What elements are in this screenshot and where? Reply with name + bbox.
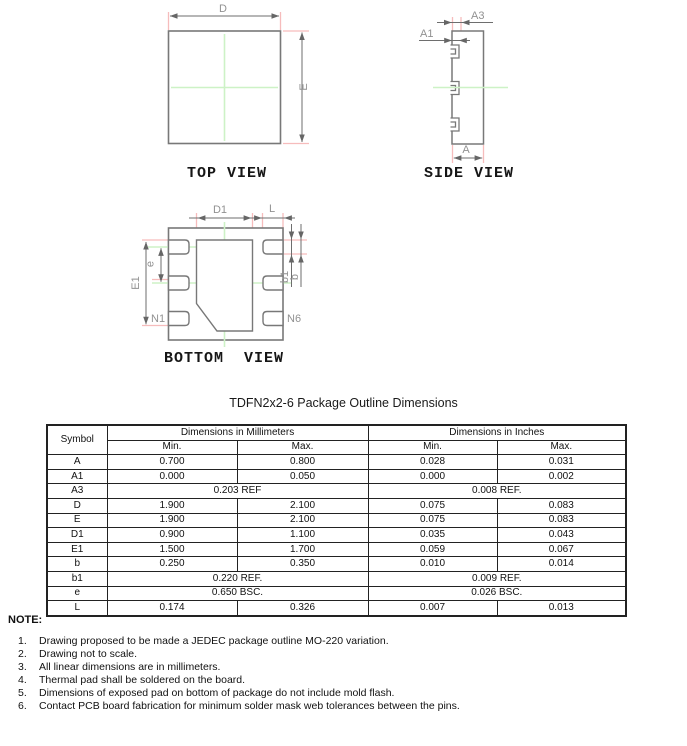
table-cell: 0.028 [368,455,497,470]
table-cell: 0.650 BSC. [107,586,368,601]
table-row [47,528,626,543]
table-cell: 0.007 [368,601,497,616]
table-cell: 0.008 REF. [368,484,626,499]
table-cell: 0.013 [497,601,626,616]
table-cell: 0.026 BSC. [368,586,626,601]
table-cell: 0.035 [368,528,497,543]
table-cell: 0.700 [107,455,237,470]
note-text: Drawing not to scale. [39,648,138,661]
table-cell: 0.220 REF. [107,571,368,586]
table-cell: 0.043 [497,528,626,543]
table-cell: 0.000 [107,469,237,484]
dim-label-A: A [462,144,470,156]
note-text: Thermal pad shall be soldered on the board. [39,674,246,687]
dim-label-D: D [219,3,227,15]
dimensions-table [46,424,627,617]
col-header-mm-min: Min. [107,440,237,455]
table-cell: e [47,586,107,601]
table-cell: 0.067 [497,542,626,557]
table-cell: 0.031 [497,455,626,470]
dim-label-E: E [298,83,310,91]
pin6-label: N6 [287,313,302,325]
table-cell: D1 [47,528,107,543]
dim-label-b: b [289,273,301,281]
dim-label-A3: A3 [471,10,485,22]
note-number: 4. [18,674,27,687]
table-cell: 0.000 [368,469,497,484]
col-header-mm: Dimensions in Millimeters [107,425,368,440]
note-item [8,661,678,674]
table-cell: 0.083 [497,513,626,528]
table-cell: 1.100 [237,528,368,543]
table-cell: b1 [47,571,107,586]
col-header-inches: Dimensions in Inches [368,425,626,440]
pin1-label: N1 [151,313,166,325]
dim-label-A1: A1 [420,28,434,40]
table-cell: A [47,455,107,470]
table-row [47,455,626,470]
table-row [47,513,626,528]
note-number: 2. [18,648,27,661]
table-cell: 1.500 [107,542,237,557]
table-header-row-1 [47,425,626,440]
note-number: 1. [18,635,27,647]
table-cell: E1 [47,542,107,557]
table-cell: 1.700 [237,542,368,557]
page-title: TDFN2x2-6 Package Outline Dimensions [229,396,458,410]
side-view-drawing [419,10,514,182]
note-item [8,674,678,687]
table-cell: 0.002 [497,469,626,484]
notes-section [8,614,678,714]
col-header-in-min: Min. [368,440,497,455]
table-row [47,542,626,557]
table-cell: 0.083 [497,498,626,513]
note-text: Dimensions of exposed pad on bottom of package do not include mold flash. [39,687,395,700]
table-row [47,498,626,513]
dim-label-E1: E1 [130,276,142,290]
col-header-in-max: Max. [497,440,626,455]
bottom-view-left-pads [169,240,190,326]
dim-label-b1: b1 [279,270,291,284]
dim-label-D1: D1 [212,204,228,216]
table-cell: 0.009 REF. [368,571,626,586]
note-item [8,687,678,700]
table-cell: 0.900 [107,528,237,543]
table-cell: 0.203 REF [107,484,368,499]
table-cell: D [47,498,107,513]
dim-label-L: L [268,203,276,215]
table-row [47,571,626,586]
table-cell: 0.059 [368,542,497,557]
table-cell: 2.100 [237,513,368,528]
table-cell: 0.174 [107,601,237,616]
note-text: All linear dimensions are in millimeters. [39,661,221,674]
note-text: Contact PCB board fabrication for minimum solder mask web tolerances between the pins. [39,700,460,713]
table-cell: 2.100 [237,498,368,513]
notes-heading: NOTE: [8,614,43,626]
table-cell: 0.075 [368,498,497,513]
dim-label-e: e [144,260,157,268]
table-cell: 1.900 [107,513,237,528]
note-number: 3. [18,661,27,674]
note-number: 6. [18,700,27,713]
table-cell: 0.075 [368,513,497,528]
col-header-symbol: Symbol [47,425,107,455]
table-cell: 0.010 [368,557,497,572]
top-view-caption: TOP VIEW [186,165,268,182]
side-view-caption: SIDE VIEW [423,165,515,182]
table-cell: 0.800 [237,455,368,470]
table-cell: b [47,557,107,572]
table-cell: 0.326 [237,601,368,616]
table-cell: 0.350 [237,557,368,572]
table-row [47,557,626,572]
table-cell: E [47,513,107,528]
table-cell: L [47,601,107,616]
table-row [47,586,626,601]
table-row [47,484,626,499]
bottom-view-drawing [130,203,307,367]
table-cell: A1 [47,469,107,484]
table-cell: 1.900 [107,498,237,513]
note-item [8,700,678,713]
notes-list [8,635,678,714]
note-text: Drawing proposed to be made a JEDEC package outline MO-220 variation. [39,635,389,647]
col-header-mm-max: Max. [237,440,368,455]
table-cell: A3 [47,484,107,499]
note-number: 5. [18,687,27,700]
table-cell: 0.250 [107,557,237,572]
dimensions-table-body [47,425,626,616]
table-header-row-2 [47,440,626,455]
note-item [8,635,678,648]
table-cell: 0.050 [237,469,368,484]
note-item [8,648,678,661]
table-cell: 0.014 [497,557,626,572]
top-view-drawing [169,3,311,182]
bottom-view-caption: BOTTOM VIEW [163,350,285,367]
table-row [47,469,626,484]
